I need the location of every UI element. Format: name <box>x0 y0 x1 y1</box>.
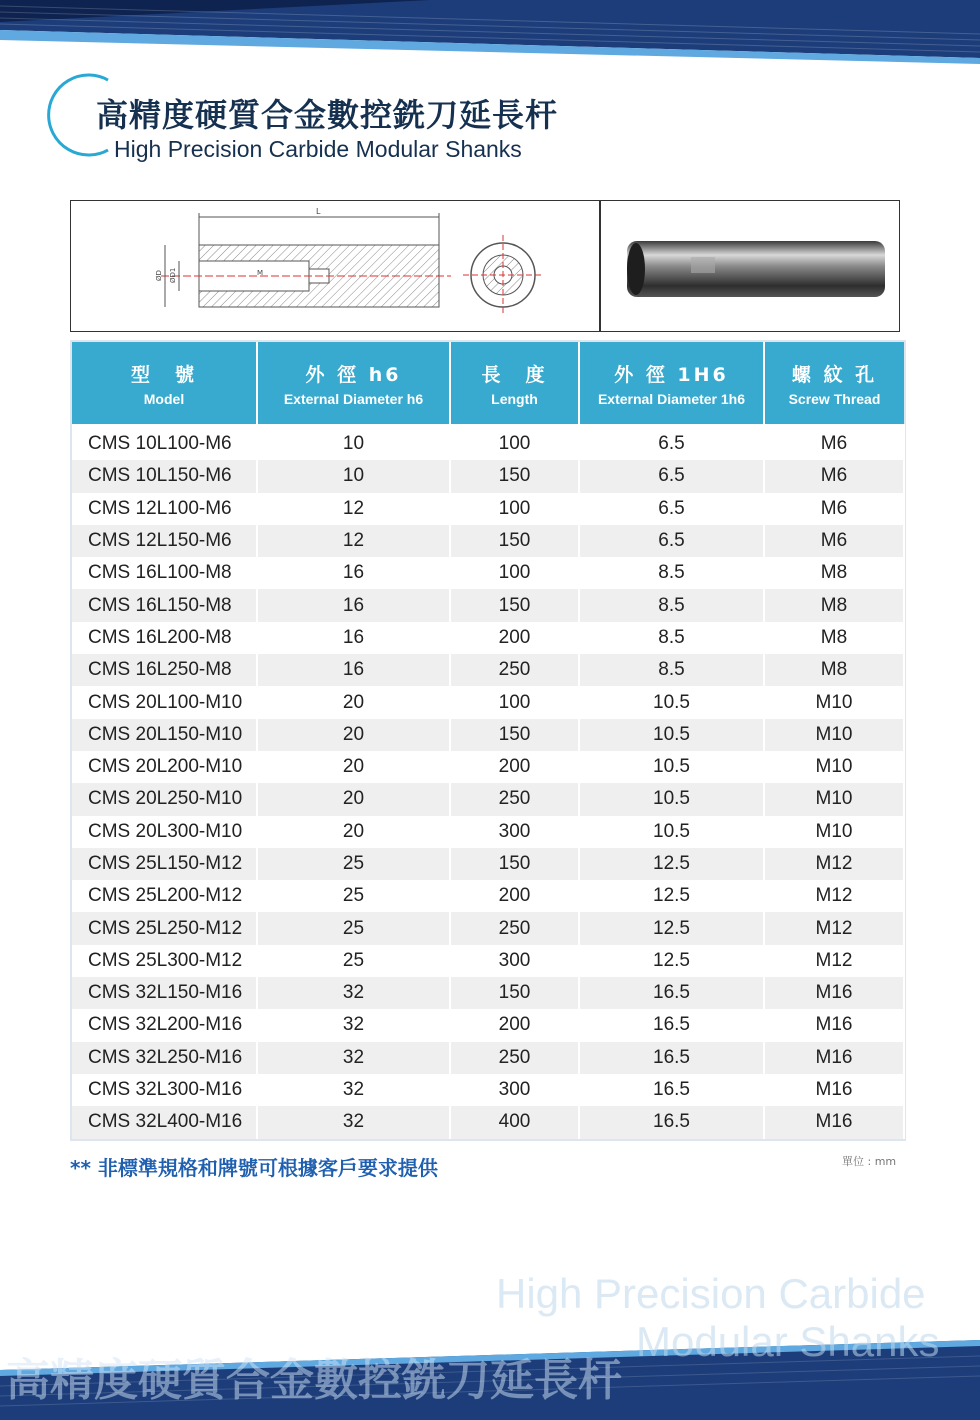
technical-drawing <box>71 201 899 331</box>
cell-length: 250 <box>450 654 579 686</box>
table-row <box>72 977 904 1009</box>
cell-external-diameter: 25 <box>257 848 450 880</box>
cell-model: CMS 10L150-M6 <box>72 460 257 492</box>
cell-inner-diameter: 12.5 <box>579 945 764 977</box>
cell-length: 150 <box>450 525 579 557</box>
table-row <box>72 848 904 880</box>
cell-screw-thread: M12 <box>764 880 904 912</box>
cell-external-diameter: 32 <box>257 1042 450 1074</box>
cell-screw-thread: M6 <box>764 525 904 557</box>
table-row <box>72 460 904 492</box>
cell-model: CMS 25L150-M12 <box>72 848 257 880</box>
cell-external-diameter: 32 <box>257 1009 450 1041</box>
cell-inner-diameter: 6.5 <box>579 460 764 492</box>
col-header-external-diameter-h6: 外 徑 h6 External Diameter h6 <box>257 342 450 424</box>
product-diagram <box>70 200 900 332</box>
col-header-external-diameter-1h6: 外 徑 1H6 External Diameter 1h6 <box>579 342 764 424</box>
spec-table <box>70 340 906 1141</box>
thread-label: M <box>257 269 264 277</box>
table-row <box>72 525 904 557</box>
cell-inner-diameter: 6.5 <box>579 525 764 557</box>
cell-screw-thread: M6 <box>764 493 904 525</box>
table-row <box>72 1106 904 1138</box>
cell-screw-thread: M12 <box>764 945 904 977</box>
cell-model: CMS 12L150-M6 <box>72 525 257 557</box>
table-row <box>72 816 904 848</box>
cell-length: 400 <box>450 1106 579 1138</box>
cell-length: 200 <box>450 622 579 654</box>
table-row <box>72 945 904 977</box>
table-row <box>72 751 904 783</box>
cell-model: CMS 32L150-M16 <box>72 977 257 1009</box>
cell-external-diameter: 16 <box>257 654 450 686</box>
cell-external-diameter: 10 <box>257 424 450 460</box>
cell-screw-thread: M16 <box>764 977 904 1009</box>
table-row <box>72 557 904 589</box>
cell-screw-thread: M8 <box>764 557 904 589</box>
cell-external-diameter: 32 <box>257 977 450 1009</box>
cell-inner-diameter: 16.5 <box>579 1042 764 1074</box>
cell-model: CMS 20L300-M10 <box>72 816 257 848</box>
cell-length: 150 <box>450 848 579 880</box>
cell-external-diameter: 12 <box>257 525 450 557</box>
unit-label: 單位 : mm <box>842 1155 897 1168</box>
cell-model: CMS 20L200-M10 <box>72 751 257 783</box>
cell-screw-thread: M10 <box>764 719 904 751</box>
table-row <box>72 654 904 686</box>
table-row <box>72 719 904 751</box>
cell-model: CMS 32L300-M16 <box>72 1074 257 1106</box>
cell-inner-diameter: 8.5 <box>579 622 764 654</box>
cell-length: 150 <box>450 589 579 621</box>
cell-model: CMS 20L250-M10 <box>72 783 257 815</box>
table-row <box>72 912 904 944</box>
cell-model: CMS 10L100-M6 <box>72 424 257 460</box>
cell-inner-diameter: 16.5 <box>579 977 764 1009</box>
cell-external-diameter: 20 <box>257 719 450 751</box>
cell-length: 200 <box>450 751 579 783</box>
cell-length: 300 <box>450 945 579 977</box>
cell-model: CMS 16L250-M8 <box>72 654 257 686</box>
cell-inner-diameter: 10.5 <box>579 816 764 848</box>
watermark-english-line-1: High Precision Carbide <box>496 1270 926 1317</box>
cell-external-diameter: 20 <box>257 816 450 848</box>
cell-length: 100 <box>450 424 579 460</box>
cell-external-diameter: 32 <box>257 1106 450 1138</box>
watermark-chinese: 高精度硬質合金數控銑刀延長杆 <box>6 1355 622 1406</box>
cell-model: CMS 25L250-M12 <box>72 912 257 944</box>
cell-screw-thread: M8 <box>764 654 904 686</box>
cell-inner-diameter: 12.5 <box>579 880 764 912</box>
cell-length: 300 <box>450 1074 579 1106</box>
cell-inner-diameter: 10.5 <box>579 719 764 751</box>
cell-inner-diameter: 16.5 <box>579 1009 764 1041</box>
cell-inner-diameter: 8.5 <box>579 589 764 621</box>
cell-model: CMS 20L100-M10 <box>72 686 257 718</box>
cell-model: CMS 32L400-M16 <box>72 1106 257 1138</box>
cell-model: CMS 25L300-M12 <box>72 945 257 977</box>
cell-model: CMS 32L250-M16 <box>72 1042 257 1074</box>
cell-length: 200 <box>450 880 579 912</box>
cell-inner-diameter: 8.5 <box>579 557 764 589</box>
cell-length: 150 <box>450 460 579 492</box>
cell-screw-thread: M10 <box>764 751 904 783</box>
cell-length: 200 <box>450 1009 579 1041</box>
od-label: ØD <box>155 270 163 281</box>
cell-screw-thread: M16 <box>764 1106 904 1138</box>
cell-inner-diameter: 10.5 <box>579 751 764 783</box>
cell-external-diameter: 16 <box>257 557 450 589</box>
cell-length: 250 <box>450 912 579 944</box>
page-subtitle: High Precision Carbide Modular Shanks <box>114 136 522 162</box>
cell-screw-thread: M10 <box>764 783 904 815</box>
col-header-length: 長 度 Length <box>450 342 579 424</box>
cell-model: CMS 12L100-M6 <box>72 493 257 525</box>
cell-screw-thread: M8 <box>764 622 904 654</box>
cell-model: CMS 32L200-M16 <box>72 1009 257 1041</box>
cell-length: 100 <box>450 557 579 589</box>
cell-external-diameter: 12 <box>257 493 450 525</box>
cell-screw-thread: M10 <box>764 816 904 848</box>
cell-screw-thread: M16 <box>764 1042 904 1074</box>
cell-inner-diameter: 16.5 <box>579 1074 764 1106</box>
cell-screw-thread: M16 <box>764 1009 904 1041</box>
cell-inner-diameter: 6.5 <box>579 424 764 460</box>
cell-length: 250 <box>450 1042 579 1074</box>
table-row <box>72 783 904 815</box>
cell-external-diameter: 25 <box>257 945 450 977</box>
cell-inner-diameter: 12.5 <box>579 912 764 944</box>
cell-inner-diameter: 10.5 <box>579 686 764 718</box>
top-decorative-band <box>0 0 980 80</box>
table-row <box>72 1009 904 1041</box>
table-row <box>72 424 904 460</box>
table-row <box>72 622 904 654</box>
watermark-english-line-2: Modular Shanks <box>636 1318 940 1365</box>
cell-external-diameter: 20 <box>257 686 450 718</box>
od1-label: ØD1 <box>169 267 177 283</box>
table-row <box>72 1042 904 1074</box>
length-label: L <box>316 207 321 216</box>
cell-inner-diameter: 6.5 <box>579 493 764 525</box>
cell-inner-diameter: 8.5 <box>579 654 764 686</box>
cell-screw-thread: M16 <box>764 1074 904 1106</box>
cell-length: 250 <box>450 783 579 815</box>
cell-external-diameter: 20 <box>257 783 450 815</box>
page-title: 高精度硬質合金數控銑刀延長杆 <box>96 96 559 134</box>
cell-model: CMS 16L150-M8 <box>72 589 257 621</box>
cell-external-diameter: 32 <box>257 1074 450 1106</box>
cell-model: CMS 16L200-M8 <box>72 622 257 654</box>
cell-external-diameter: 20 <box>257 751 450 783</box>
cell-screw-thread: M6 <box>764 424 904 460</box>
custom-spec-note: ** 非標準規格和牌號可根據客戶要求提供 <box>70 1156 438 1180</box>
cell-length: 150 <box>450 719 579 751</box>
table-row <box>72 493 904 525</box>
cell-screw-thread: M12 <box>764 912 904 944</box>
cell-external-diameter: 10 <box>257 460 450 492</box>
cell-inner-diameter: 16.5 <box>579 1106 764 1138</box>
cell-length: 150 <box>450 977 579 1009</box>
col-header-model: 型 號 Model <box>72 342 257 424</box>
cell-external-diameter: 16 <box>257 622 450 654</box>
cell-screw-thread: M12 <box>764 848 904 880</box>
cell-length: 100 <box>450 493 579 525</box>
cell-external-diameter: 25 <box>257 880 450 912</box>
cell-screw-thread: M8 <box>764 589 904 621</box>
cell-length: 300 <box>450 816 579 848</box>
cell-inner-diameter: 10.5 <box>579 783 764 815</box>
table-row <box>72 1074 904 1106</box>
cell-screw-thread: M10 <box>764 686 904 718</box>
cell-model: CMS 16L100-M8 <box>72 557 257 589</box>
cell-length: 100 <box>450 686 579 718</box>
cell-external-diameter: 25 <box>257 912 450 944</box>
table-row <box>72 880 904 912</box>
cell-inner-diameter: 12.5 <box>579 848 764 880</box>
cell-external-diameter: 16 <box>257 589 450 621</box>
col-header-screw-thread: 螺 紋 孔 Screw Thread <box>764 342 904 424</box>
table-header-row <box>72 342 904 424</box>
cell-model: CMS 20L150-M10 <box>72 719 257 751</box>
table-row <box>72 686 904 718</box>
cell-screw-thread: M6 <box>764 460 904 492</box>
table-row <box>72 589 904 621</box>
cell-model: CMS 25L200-M12 <box>72 880 257 912</box>
